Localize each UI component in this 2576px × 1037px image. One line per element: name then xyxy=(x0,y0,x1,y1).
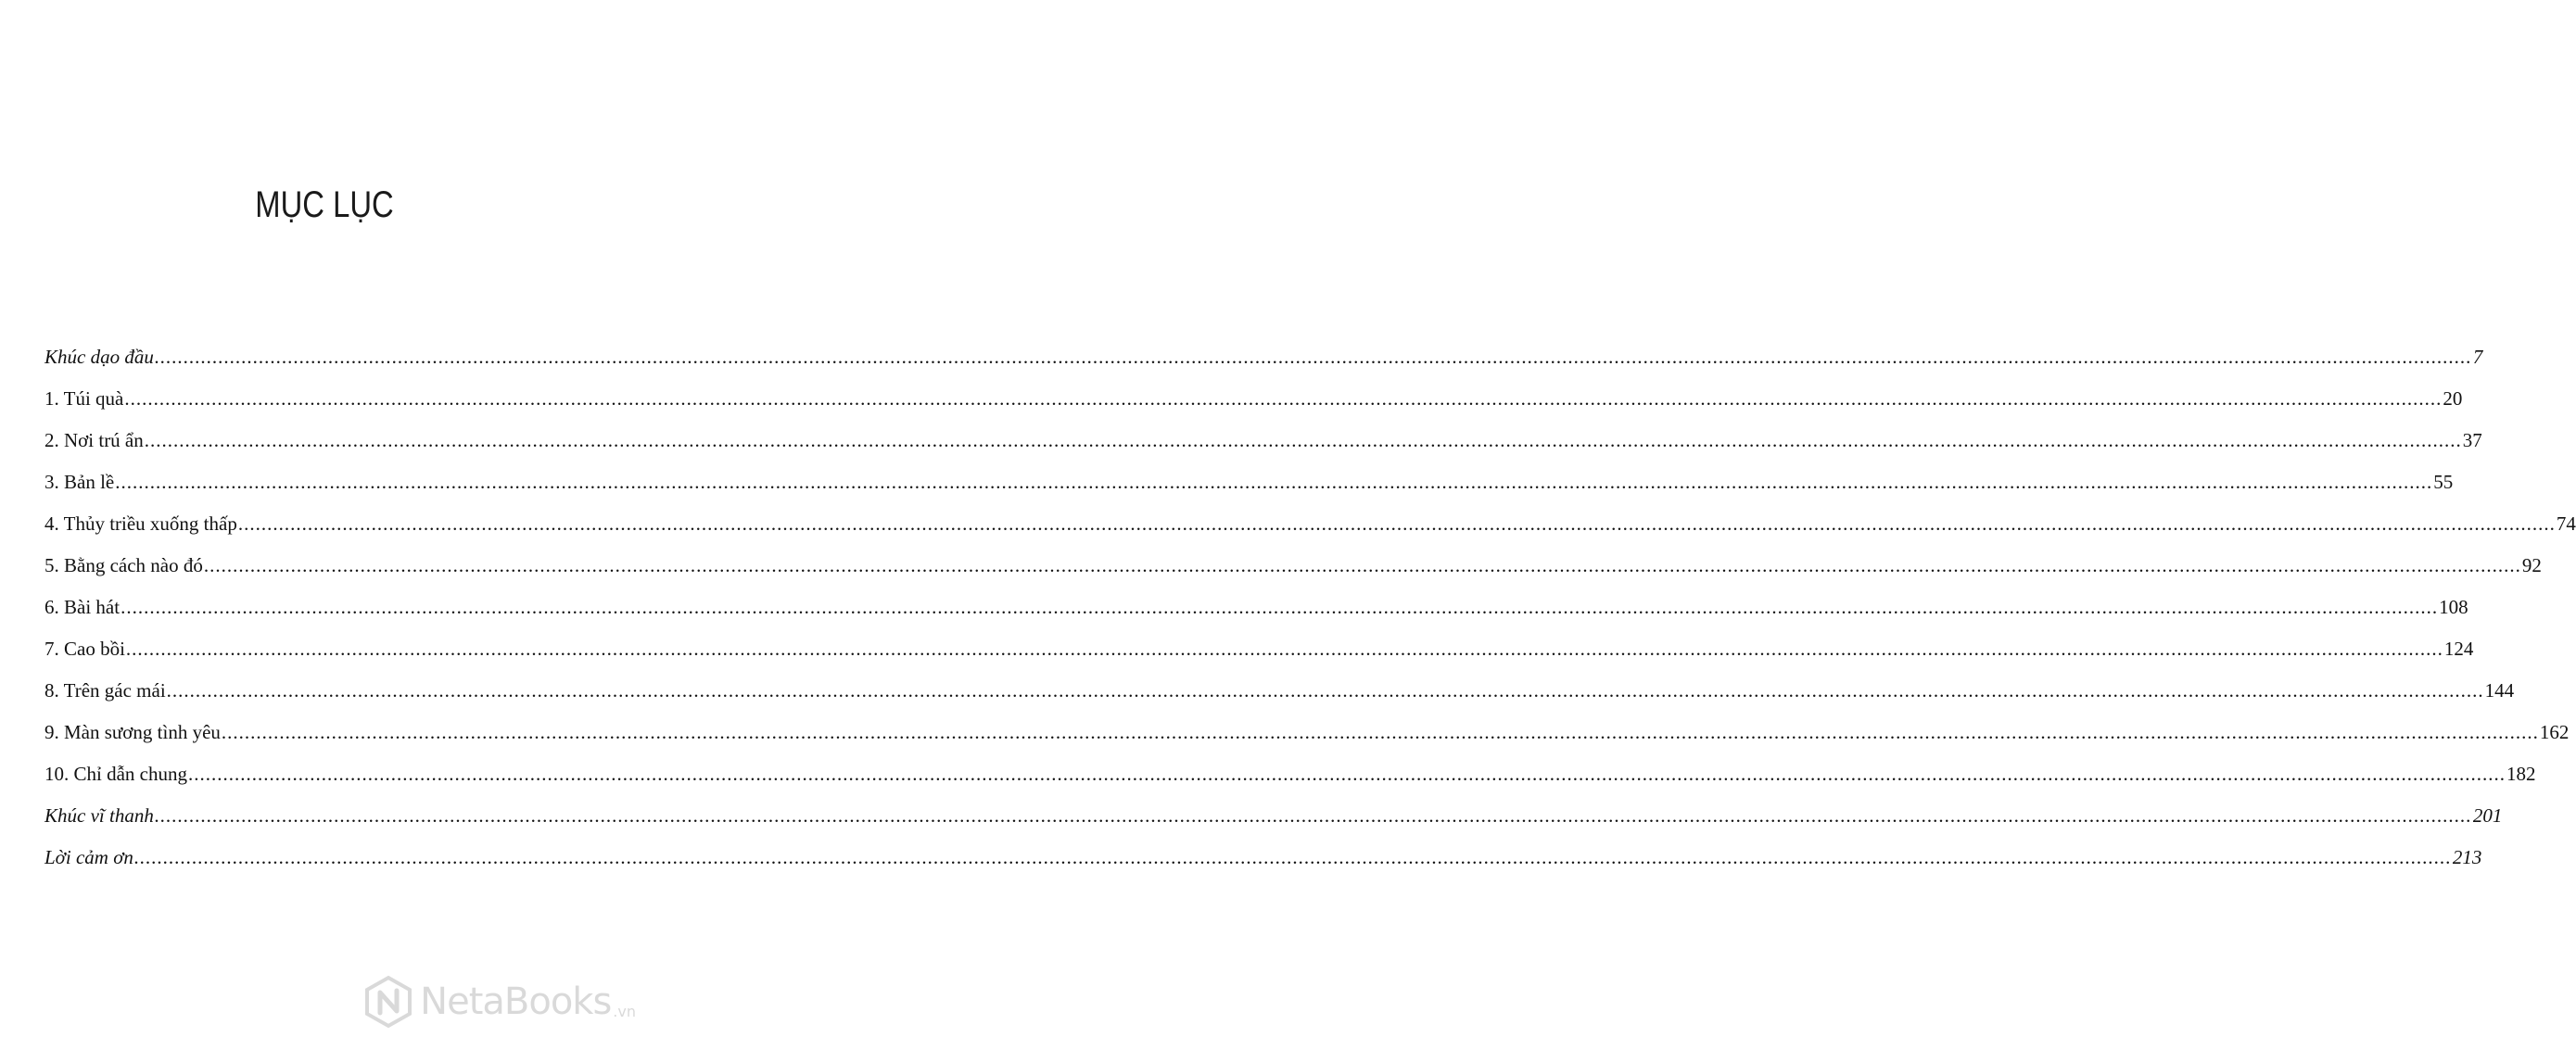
toc-entry-title: 9. Màn sương tình yêu xyxy=(44,721,221,743)
toc-entry xyxy=(44,846,2482,888)
toc-dot-leader: ................................................................................................................................................................................................................................................................................................................................................................................................................ xyxy=(166,679,2484,702)
toc-entry-page: 213 xyxy=(2452,846,2482,868)
toc-entry-title: Lời cảm ơn xyxy=(44,846,133,868)
toc-entry-title: 8. Trên gác mái xyxy=(44,679,166,702)
toc-entry xyxy=(44,638,2474,679)
toc-dot-leader: ................................................................................................................................................................................................................................................................................................................................................................................................................ xyxy=(121,596,2439,618)
toc-entry xyxy=(44,721,2570,763)
toc-entry-title: 10. Chỉ dẫn chung xyxy=(44,763,187,785)
toc-dot-leader: ................................................................................................................................................................................................................................................................................................................................................................................................................ xyxy=(154,346,2472,368)
toc-entry xyxy=(44,387,2463,429)
toc-entry-page: 144 xyxy=(2484,679,2515,702)
toc-dot-leader: ................................................................................................................................................................................................................................................................................................................................................................................................................ xyxy=(125,638,2443,660)
toc-dot-leader: ................................................................................................................................................................................................................................................................................................................................................................................................................ xyxy=(115,471,2433,493)
toc-dot-leader: ................................................................................................................................................................................................................................................................................................................................................................................................................ xyxy=(187,763,2506,785)
toc-entry-page: 162 xyxy=(2539,721,2570,743)
toc-entry-title: 1. Túi quà xyxy=(44,387,124,410)
watermark xyxy=(364,976,636,1028)
toc-entry-title: Khúc dạo đầu xyxy=(44,346,154,368)
toc-entry xyxy=(44,554,2542,596)
toc-entry-page: 124 xyxy=(2443,638,2474,660)
toc-dot-leader: ................................................................................................................................................................................................................................................................................................................................................................................................................ xyxy=(144,429,2462,451)
toc-entry-title: 6. Bài hát xyxy=(44,596,121,618)
toc-entry-page: 92 xyxy=(2521,554,2542,576)
toc-dot-leader: ................................................................................................................................................................................................................................................................................................................................................................................................................ xyxy=(237,512,2556,535)
watermark-brand: NetaBooks xyxy=(420,980,612,1023)
toc-entry-page: 182 xyxy=(2506,763,2536,785)
toc-entry-title: 3. Bản lề xyxy=(44,471,115,493)
toc-entry xyxy=(44,512,2576,554)
toc-dot-leader: ................................................................................................................................................................................................................................................................................................................................................................................................................ xyxy=(124,387,2443,410)
toc-entry xyxy=(44,596,2468,638)
toc-entry-page: 108 xyxy=(2439,596,2468,618)
toc-entry xyxy=(44,471,2454,512)
toc-entry-title: Khúc vĩ thanh xyxy=(44,804,154,827)
toc-entry-page: 74 xyxy=(2556,512,2576,535)
toc-entry-page: 201 xyxy=(2472,804,2503,827)
toc-dot-leader: ................................................................................................................................................................................................................................................................................................................................................................................................................ xyxy=(221,721,2539,743)
toc-entry xyxy=(44,429,2482,471)
page-title: MỤC LỤC xyxy=(255,183,394,225)
toc-dot-leader: ................................................................................................................................................................................................................................................................................................................................................................................................................ xyxy=(154,804,2472,827)
toc-entry-title: 5. Bằng cách nào đó xyxy=(44,554,203,576)
toc-entry-title: 7. Cao bồi xyxy=(44,638,125,660)
toc-entry-page: 20 xyxy=(2443,387,2463,410)
watermark-suffix: .vn xyxy=(613,1003,636,1020)
table-of-contents xyxy=(44,346,2576,888)
toc-entry xyxy=(44,346,2483,387)
netabooks-logo-icon xyxy=(364,976,412,1028)
toc-entry-page: 37 xyxy=(2462,429,2482,451)
toc-entry xyxy=(44,763,2536,804)
toc-dot-leader: ................................................................................................................................................................................................................................................................................................................................................................................................................ xyxy=(203,554,2521,576)
toc-entry-title: 2. Nơi trú ẩn xyxy=(44,429,144,451)
toc-entry xyxy=(44,804,2503,846)
toc-entry-page: 7 xyxy=(2472,346,2483,368)
toc-entry xyxy=(44,679,2515,721)
toc-entry-page: 55 xyxy=(2433,471,2454,493)
toc-dot-leader: ................................................................................................................................................................................................................................................................................................................................................................................................................ xyxy=(133,846,2452,868)
toc-entry-title: 4. Thủy triều xuống thấp xyxy=(44,512,237,535)
